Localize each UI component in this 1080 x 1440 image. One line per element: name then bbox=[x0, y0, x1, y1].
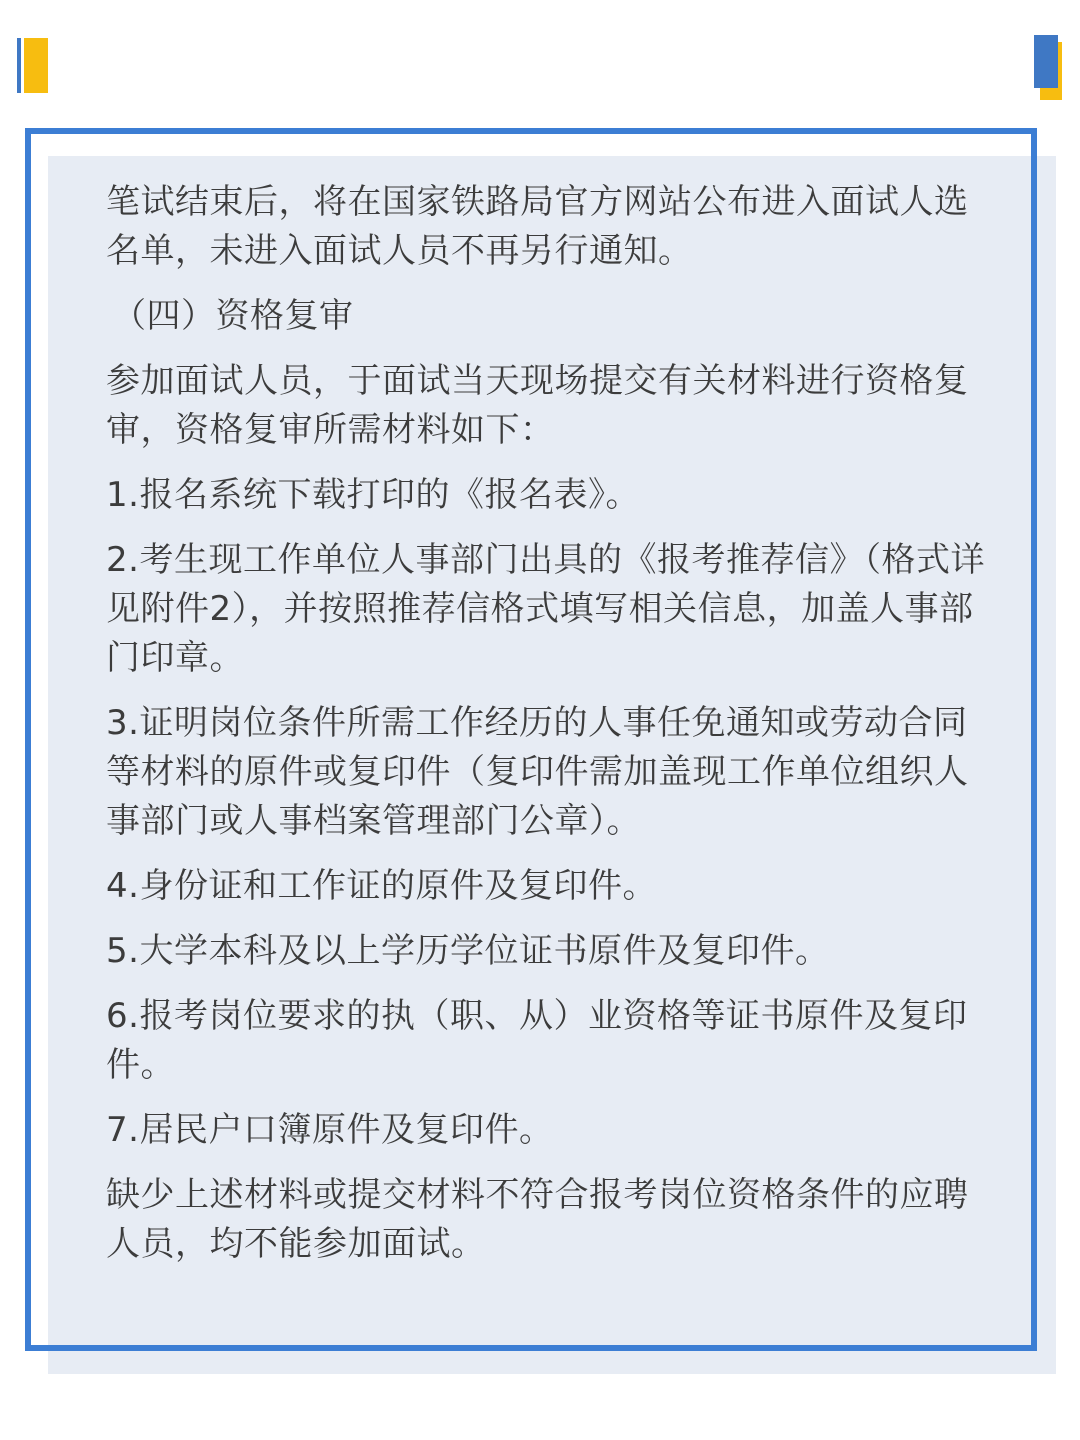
list-item-5: 5.大学本科及以上学历学位证书原件及复印件。 bbox=[106, 931, 830, 971]
content-body bbox=[106, 178, 990, 1285]
list-item-4: 4.身份证和工作证的原件及复印件。 bbox=[106, 866, 657, 906]
decor-left-blue-bar bbox=[17, 38, 21, 93]
paragraph-review-intro: 参加面试人员，于面试当天现场提交有关材料进行资格复审，资格复审所需材料如下： bbox=[106, 361, 969, 450]
decor-left-yellow-bar bbox=[24, 38, 48, 93]
paragraph-written-exam-notice: 笔试结束后，将在国家铁路局官方网站公布进入面试人选名单，未进入面试人员不再另行通知。 bbox=[106, 182, 969, 271]
paragraph-closing-note: 缺少上述材料或提交材料不符合报考岗位资格条件的应聘人员，均不能参加面试。 bbox=[106, 1175, 969, 1264]
list-item-7: 7.居民户口簿原件及复印件。 bbox=[106, 1110, 554, 1150]
list-item-2: 2.考生现工作单位人事部门出具的《报考推荐信》（格式详见附件2），并按照推荐信格式填写相关信息，加盖人事部门印章。 bbox=[106, 540, 985, 678]
list-item-3: 3.证明岗位条件所需工作经历的人事任免通知或劳动合同等材料的原件或复印件（复印件需加盖现工作单位组织人事部门或人事档案管理部门公章）。 bbox=[106, 703, 969, 841]
decor-right-blue-bar bbox=[1034, 35, 1058, 88]
section-heading-qualification-review: （四）资格复审 bbox=[112, 296, 354, 336]
list-item-6: 6.报考岗位要求的执（职、从）业资格等证书原件及复印件。 bbox=[106, 996, 968, 1085]
list-item-1: 1.报名系统下载打印的《报名表》。 bbox=[106, 475, 640, 515]
